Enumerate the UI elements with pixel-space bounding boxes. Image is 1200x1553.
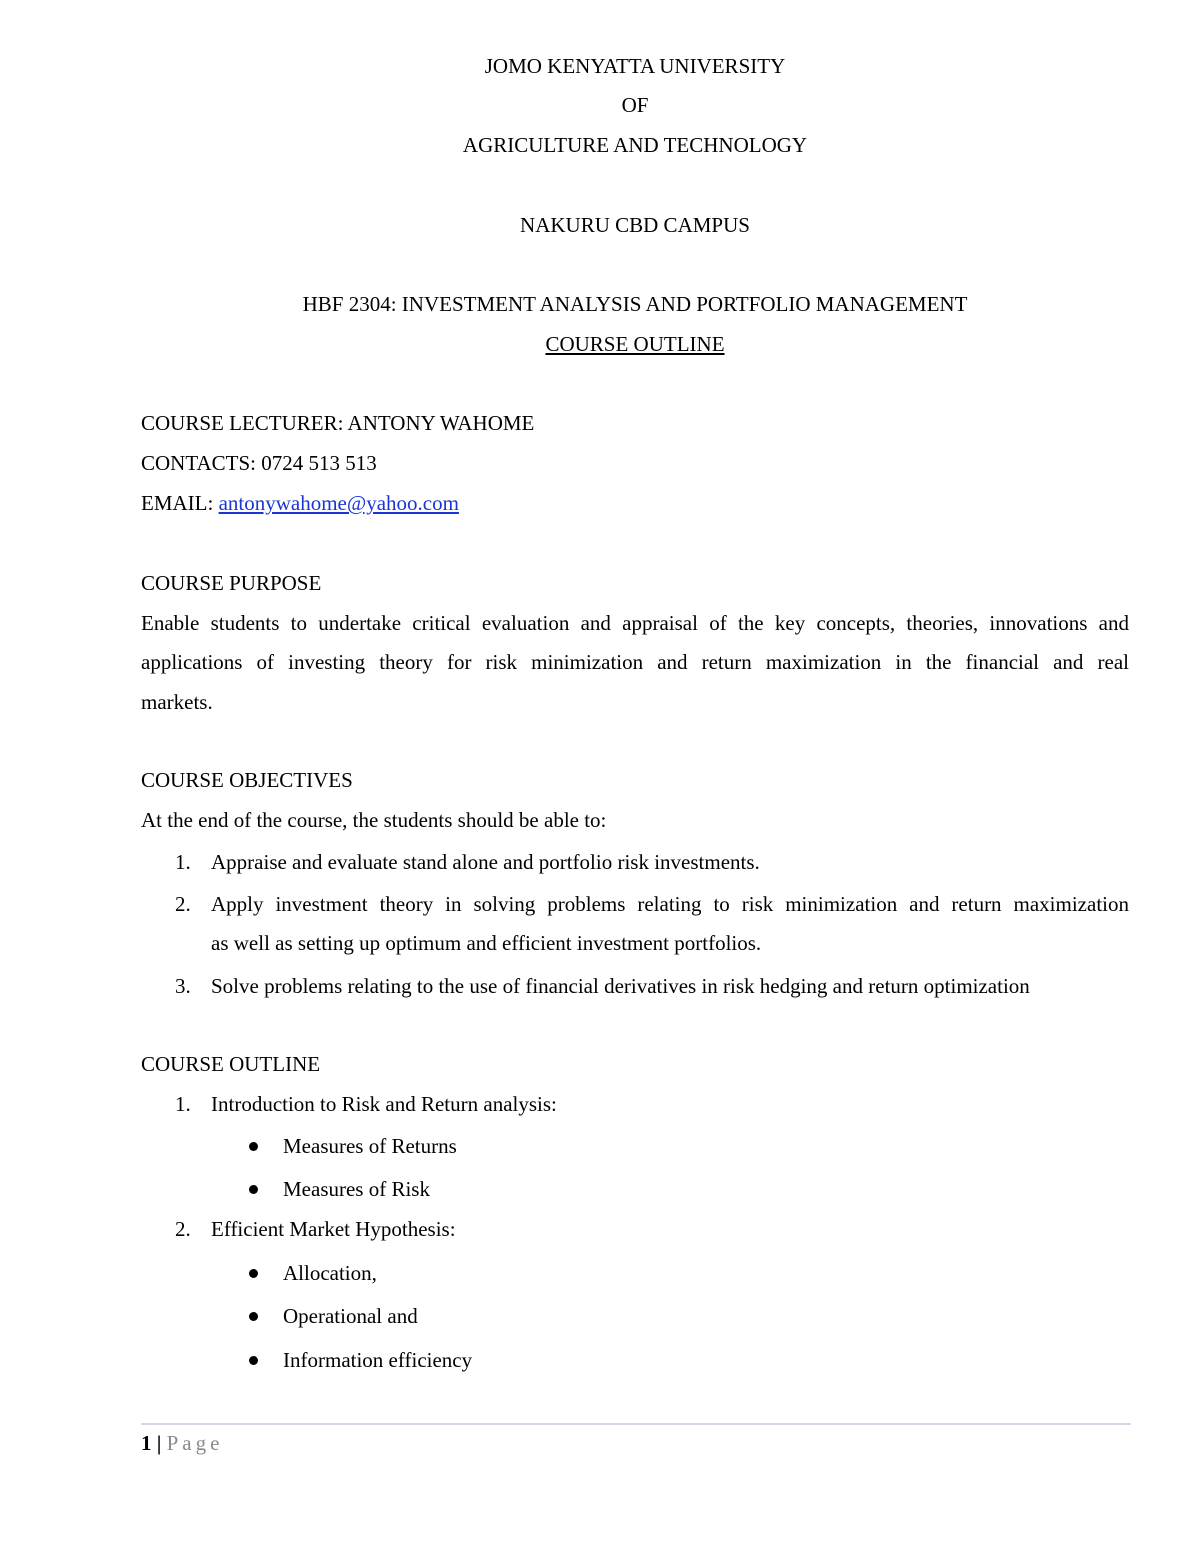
outline-item: Introduction to Risk and Return analysis: [211,1092,557,1116]
bullet-icon [249,1356,258,1365]
objectives-heading: COURSE OBJECTIVES [141,768,353,792]
university-name-of: OF [621,93,649,117]
objective-item-continued: as well as setting up optimum and efficient investment portfolios. [211,931,762,955]
page-number: 1 [141,1431,152,1455]
purpose-line-3: markets. [141,690,213,714]
outline-subitem: Measures of Returns [283,1134,457,1158]
campus-name: NAKURU CBD CAMPUS [520,213,750,237]
bullet-icon [249,1185,258,1194]
objective-item: Appraise and evaluate stand alone and portfolio risk investments. [211,850,760,874]
footer-divider [141,1423,1131,1425]
email-label: EMAIL: [141,491,219,515]
outline-number: 2. [175,1217,191,1241]
objective-number: 2. [175,892,191,916]
email-line [141,490,459,516]
outline-number: 1. [175,1092,191,1116]
page-label: Page [166,1431,224,1455]
outline-heading: COURSE OUTLINE [141,1052,321,1076]
contacts-line: CONTACTS: 0724 513 513 [141,451,377,475]
objective-number: 3. [175,974,191,998]
outline-subitem: Allocation, [283,1261,377,1285]
purpose-line-2: applications of investing theory for risk minimization and return maximization in the financial and real [141,650,1129,674]
lecturer-line: COURSE LECTURER: ANTONY WAHOME [141,411,535,435]
outline-subitem: Measures of Risk [283,1177,430,1201]
objective-number: 1. [175,850,191,874]
university-name: JOMO KENYATTA UNIVERSITY [484,54,786,78]
university-name-line3: AGRICULTURE AND TECHNOLOGY [462,133,808,157]
outline-subitem: Operational and [283,1304,418,1328]
bullet-icon [249,1269,258,1278]
footer-separator: | [156,1431,162,1455]
objective-item: Apply investment theory in solving problems relating to risk minimization and return maximization [211,892,1129,916]
outline-item: Efficient Market Hypothesis: [211,1217,456,1241]
bullet-icon [249,1142,258,1151]
purpose-heading: COURSE PURPOSE [141,571,322,595]
outline-title: COURSE OUTLINE [545,332,725,356]
outline-subitem: Information efficiency [283,1348,473,1372]
objective-item: Solve problems relating to the use of financial derivatives in risk hedging and return optimization [211,974,1030,998]
bullet-icon [249,1312,258,1321]
purpose-line-1: Enable students to undertake critical evaluation and appraisal of the key concepts, theories, innovations and [141,611,1129,635]
course-title: HBF 2304: INVESTMENT ANALYSIS AND PORTFOLIO MANAGEMENT [302,292,968,316]
page-footer [141,1430,223,1456]
objectives-intro: At the end of the course, the students should be able to: [141,808,607,832]
email-link[interactable]: antonywahome@yahoo.com [218,491,459,515]
